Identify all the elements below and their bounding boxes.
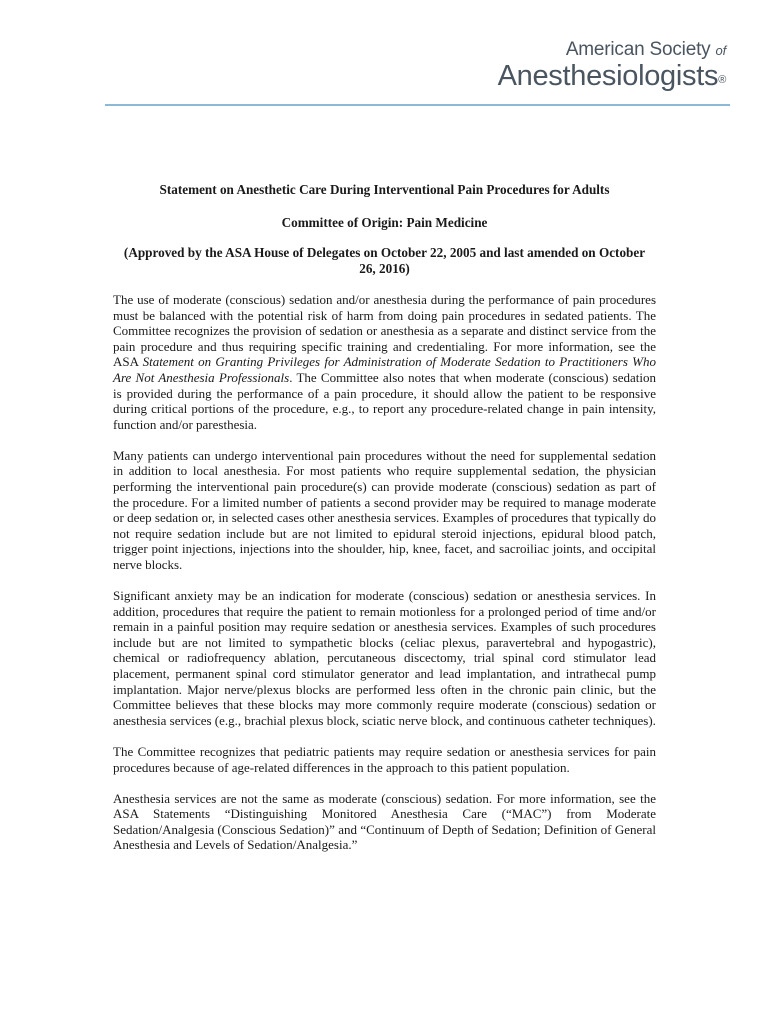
paragraph-1 [113,292,656,432]
approval-note: (Approved by the ASA House of Delegates on October 22, 2005 and last amended on October 26, 2016) [123,245,646,276]
paragraph-1-text-b: . The Committee also notes that when moderate (conscious) sedation is provided during the performance of a pain procedure, it should allow the patient to be responsive during critical portions of the procedure, e.g., to report any procedure-related change in pain intensity, function and/or paresthesia. [113,369,656,432]
header-divider [105,104,730,106]
logo-anesthesiologists: Anesthesiologists [497,60,719,92]
document-title: Statement on Anesthetic Care During Interventional Pain Procedures for Adults [159,182,610,197]
paragraph-1-text-a: The use of moderate (conscious) sedation and/or anesthesia during the performance of pain procedures must be balanced with the potential risk of harm from doing pain procedures in sedated patients. The Committee recognizes the provision of sedation or anesthesia as a separate and distinct service from the pain procedure and thus requiring specific training and credentialing. For more information, see the ASA [113,292,656,370]
committee-of-origin: Committee of Origin: Pain Medicine [281,215,488,230]
paragraph-4: The Committee recognizes that pediatric patients may require sedation or anesthesia services for pain procedures because of age-related differences in the approach to this patient population. [113,743,656,775]
referenced-statement-title: Statement on Granting Privileges for Administration of Moderate Sedation to Practitioners Who Are Not Anesthesia Professionals [113,354,656,385]
logo-of: of [715,43,726,58]
paragraph-2: Many patients can undergo interventional pain procedures without the need for supplemental sedation in addition to local anesthesia. For most patients who require supplemental sedation, the physician performing the interventional pain procedure(s) can provide moderate (conscious) sedation as part of the procedure. For a limited number of patients a second provider may be required to manage moderate or deep sedation or, in selected cases other anesthesia services. Examples of procedures that typically do not require sedation include but are not limited to epidural steroid injections, epidural blood patch, trigger point injections, injections into the shoulder, hip, knee, facet, and sacroiliac joints, and occipital nerve blocks. [113,447,656,572]
logo-line-2 [498,61,726,91]
registered-mark-icon: ® [718,74,726,86]
document-body [113,182,656,869]
logo-american-society: American Society [565,39,711,60]
paragraph-5: Anesthesia services are not the same as moderate (conscious) sedation. For more information, see the ASA Statements “Distinguishing Monitored Anesthesia Care (“MAC”) from Moderate Sedation/Analgesia (Conscious Sedation)” and “Continuum of Depth of Sedation; Definition of General Anesthesia and Levels of Sedation/Analgesia.” [113,790,656,853]
paragraph-3: Significant anxiety may be an indication for moderate (conscious) sedation or anesthesia services. In addition, procedures that require the patient to remain motionless for a prolonged period of time and/or remain in a painful position may require sedation or anesthesia services. Examples of such procedures include but are not limited to sympathetic blocks (celiac plexus, paravertebral and hypogastric), chemical or radiofrequency ablation, percutaneous discectomy, trial spinal cord stimulator lead placement, permanent spinal cord stimulator generator and lead implantation, and intrathecal pump implantation. Major nerve/plexus blocks are performed less often in the chronic pain clinic, but the Committee believes that these blocks may more commonly require moderate (conscious) sedation or anesthesia services (e.g., brachial plexus block, sciatic nerve block, and continuous catheter techniques). [113,588,656,728]
asa-logo [498,40,726,91]
logo-line-1 [498,40,726,61]
